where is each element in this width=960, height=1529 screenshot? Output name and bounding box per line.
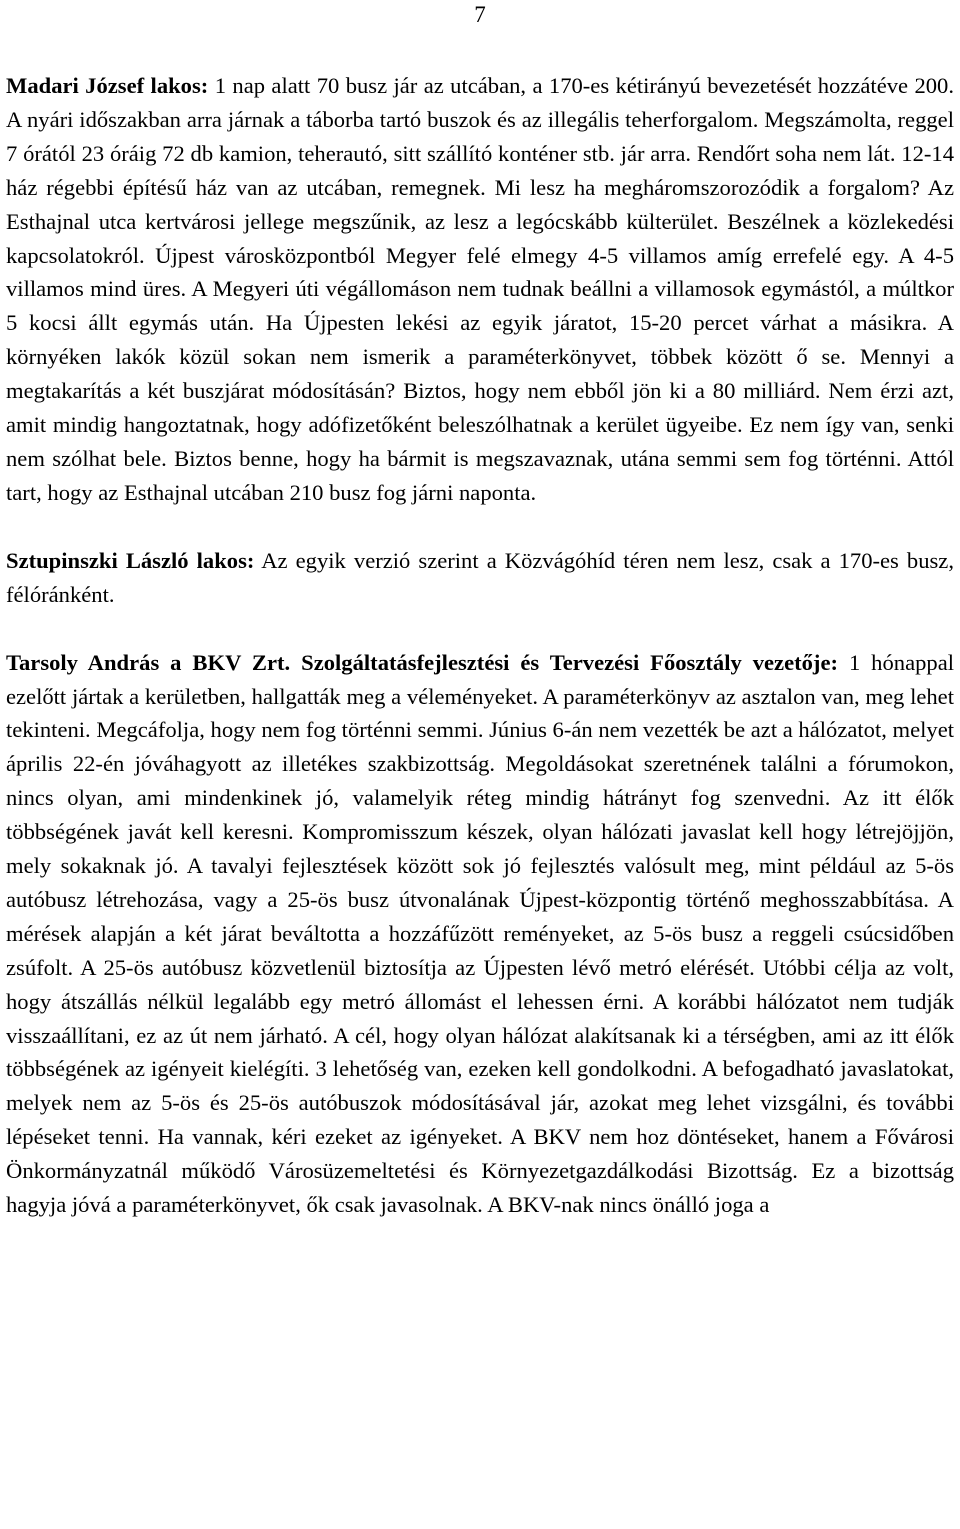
paragraph-text: 1 nap alatt 70 busz jár az utcában, a 170-es kétirányú bevezetését hozzátéve 200. A nyári időszakban arra járnak a táborba tartó buszok és az illegális teherforgalom. Megszámolta, reggel 7 órától 23 óráig 72 db kamion, teherautó, sitt szállító konténer stb. jár arra. Rendőrt soha nem lát. 12-14 ház régebbi építésű ház van az utcában, remegnek. Mi lesz ha megháromszorozódik a forgalom? Az Esthajnal utca kertvárosi jellege megszűnik, az lesz a legócskább külterület. Beszélnek a közlekedési kapcsolatokról. Újpest városközpontból Megyer felé elmegy 4-5 villamos amíg errefelé egy. A 4-5 villamos mind üres. A Megyeri úti végállomáson nem tudnak beállni a villamosok egymástól, a múltkor 5 kocsi állt egymás után. Ha Újpesten lekési az egyik járatot, 15-20 percet várhat a másikra. A környéken lakók közül sokan nem ismerik a paraméterkönyvet, többek között ő se. Mennyi a megtakarítás a két buszjárat módosításán? Biztos, hogy nem ebből jön ki a 80 milliárd. Nem érzi azt, amit mindig hangoztatnak, hogy adófizetőként beleszólhatnak a kerület ügyeibe. Ez nem így van, senki nem szólhat bele. Biztos benne, hogy ha bármit is megszavaznak, utána semmi sem fog történni. Attól tart, hogy az Esthajnal utcában 210 busz fog járni naponta. <box>6 73 954 505</box>
speaker-name: Sztupinszki László lakos: <box>6 547 255 573</box>
paragraph-text: 1 hónappal ezelőtt jártak a kerületben, hallgatták meg a véleményeket. A paraméterkönyv az asztalon van, meg lehet tekinteni. Megcáfolja, hogy nem fog történni semmi. Június 6-án nem vezették be azt a hálózatot, melyet április 22-én jóváhagyott az illetékes szakbizottság. Megoldásokat szeretnének találni a fórumokon, nincs olyan, ami mindenkinek jó, valamelyik réteg mindig hátrányt fog szenvedni. Az itt élők többségének javát kell keresni. Kompromisszum készek, olyan hálózati javaslat kell hogy létrejöjjön, mely sokaknak jó. A tavalyi fejlesztések között sok jó fejlesztés valósult meg, mint például az 5-ös autóbusz létrehozása, vagy a 25-ös busz útvonalának Újpest-központig történő meghosszabbítása. A mérések alapján a két járat beváltotta a hozzáfűzött reményeket, az 5-ös busz a reggeli csúcsidőben zsúfolt. A 25-ös autóbusz közvetlenül biztosítja az Újpesten lévő metró elérését. Utóbbi célja az volt, hogy átszállás nélkül legalább egy metró állomást el lehessen érni. A korábbi hálózatot nem tudják visszaállítani, ez az út nem járható. A cél, hogy olyan hálózat alakítsanak ki a térségben, ami az itt élők többségének az igényeit kielégíti. 3 lehetőség van, ezeken kell gondolkodni. A befogadható javaslatokat, melyek nem az 5-ös és 25-ös autóbuszok módosításával jár, azokat meg lehet vizsgálni, és további lépéseket tenni. Ha vannak, kéri ezeket az igényeket. A BKV nem hoz döntéseket, hanem a Fővárosi Önkormányzatnál működő Városüzemeltetési és Környezetgazdálkodási Bizottság. Ez a bizottság hagyja jóvá a paraméterkönyvet, ők csak javasolnak. A BKV-nak nincs önálló joga a <box>6 649 955 1218</box>
paragraph-sztupinszki <box>6 544 954 612</box>
paragraph-tarsoly <box>6 646 954 1222</box>
page-number: 7 <box>474 2 486 27</box>
document-body <box>6 69 954 1222</box>
paragraph-text: Az egyik verzió szerint a Közvágóhíd téren nem lesz, csak a 170-es busz, félóránként. <box>6 547 954 607</box>
paragraph-madari <box>6 69 954 510</box>
speaker-name: Madari József lakos: <box>6 73 209 98</box>
speaker-name: Tarsoly András a BKV Zrt. Szolgáltatásfejlesztési és Tervezési Főosztály vezetője: <box>6 649 838 675</box>
